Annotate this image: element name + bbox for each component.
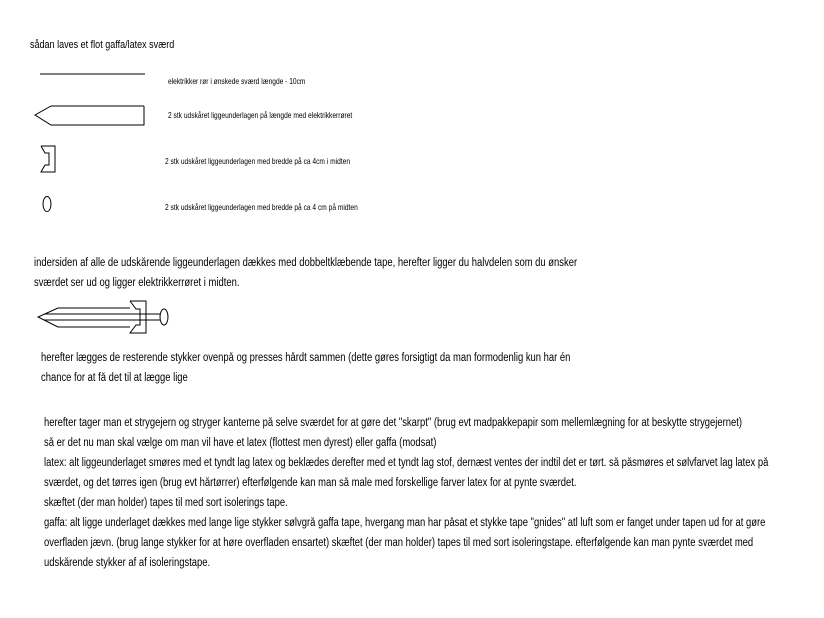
paragraph-1-line-1: indersiden af alle de udskårende liggeunderlagen dækkes med dobbeltklæbende tape, herefter ligger du halvdelen som du ønsker	[34, 257, 578, 269]
step-2-text: 2 stk udskåret liggeunderlagen på længde med elektrikkerrøret	[168, 110, 353, 120]
paragraph-2-line-1: herefter lægges de resterende stykker ovenpå og presses hårdt sammen (dette gøres forsigtigt da man formodenlig kun har én	[41, 352, 571, 364]
paragraph-3-line-8: udskårende stykker af af isoleringstape.	[44, 557, 211, 569]
paragraph-2-line-2: chance for at få det til at lægge lige	[41, 372, 188, 384]
paragraph-3-line-1: herefter tager man et strygejern og stryger kanterne på selve sværdet for at gøre det "skarpt" (brug evt madpakkepapir som mellemlægning for at beskytte strygejernet)	[44, 417, 743, 429]
step-1-text: elektrikker rør i ønskede sværd længde - 10cm	[168, 76, 306, 86]
paragraph-3-line-7: overfladen jævn. (brug lange stykker for at høre overfladen ensartet) skæftet (der man holder) tapes til med sort isoleringstape. efterfølgende kan man pynte sværdet med	[44, 537, 754, 549]
paragraph-1-line-2: sværdet ser ud og ligger elektrikkerrøret i midten.	[34, 277, 240, 289]
paragraph-3-line-5: skæftet (der man holder) tapes til med sort isolerings tape.	[44, 497, 288, 509]
paragraph-3-line-3: latex: alt liggeunderlaget smøres med et tyndt lag latex og beklædes derefter med et tyndt lag stof, dernæst ventes der indtil det er tørt. så påsmøres et sølvfarvet lag latex på	[44, 457, 769, 469]
page-title: sådan laves et flot gaffa/latex sværd	[30, 39, 175, 51]
paragraph-3-line-2: så er det nu man skal vælge om man vil have et latex (flottest men dyrest) eller gaffa (modsat)	[44, 437, 437, 449]
step-4-text: 2 stk udskåret liggeunderlagen med bredde på ca 4 cm på midten	[165, 202, 358, 212]
paragraph-3-line-4: sværdet, og det tørres igen (brug evt hårtørrer) efterfølgende kan man så male med forskellige farver latex for at pynte sværdet.	[44, 477, 577, 489]
paragraph-3-line-6: gaffa: alt ligge underlaget dækkes med lange lige stykker sølvgrå gaffa tape, hvergang man har påsat et stykke tape "gnides" atl luft som er fanget under tapen ud for at gøre	[44, 517, 766, 529]
step-3-text: 2 stk udskåret liggeunderlagen med bredde på ca 4cm i midten	[165, 156, 351, 166]
